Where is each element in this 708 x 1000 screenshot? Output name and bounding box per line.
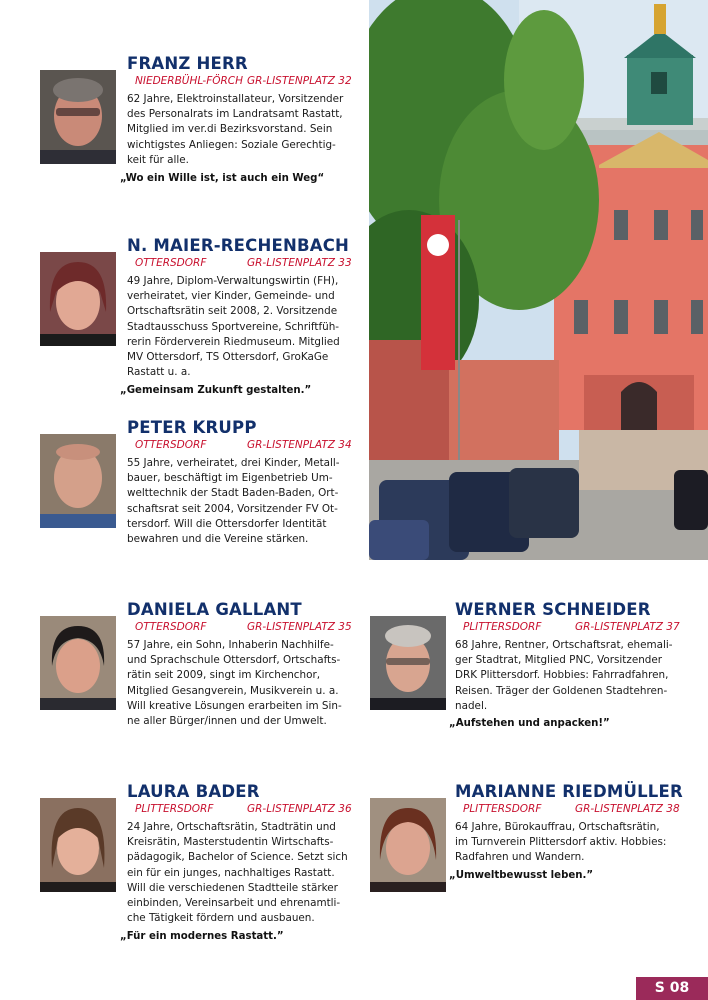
candidate-bio: 55 Jahre, verheiratet, drei Kinder, Metall- bauer, beschäftigt im Eigenbetrieb Um- welttechnik der Stadt Baden-Baden, Ort- schaftsrat seit 2004, Vorsitzender FV Ot- tersdorf. Will die Ottersdorfer Identität bewahren und die Vereine stärken.: [127, 457, 340, 546]
candidate-quote: „Gemeinsam Zukunft gestalten.”: [120, 385, 312, 396]
candidate-name: N. MAIER-RECHENBACH: [127, 236, 350, 255]
candidate-list-position: GR-LISTENPLATZ 34: [247, 439, 352, 451]
candidate-list-position: GR-LISTENPLATZ 35: [247, 621, 352, 633]
candidate-quote: „Aufstehen und anpacken!”: [449, 718, 610, 729]
candidate-bio: 24 Jahre, Ortschaftsrätin, Stadträtin und Kreisrätin, Masterstudentin Wirtschafts- pädagogik, Bachelor of Science. Setzt sich ein für ein junges, nachhaltiges Rastatt. Will die verschiedenen Stadtteile stärker einbinden, Vereinsarbeit und ehrenamtli- che Tätigkeit fördern und ausbauen.: [127, 821, 348, 925]
candidate-quote: „Umweltbewusst leben.”: [449, 870, 594, 881]
candidate-place: OTTERSDORF: [135, 257, 207, 269]
candidate-list-position: GR-LISTENPLATZ 38: [575, 803, 680, 815]
candidate-name: PETER KRUPP: [127, 418, 257, 437]
candidate-list-position: GR-LISTENPLATZ 33: [247, 257, 352, 269]
candidate-name: FRANZ HERR: [127, 54, 248, 73]
hero-photo-castle: [369, 0, 708, 560]
portrait-photo: [40, 252, 116, 346]
candidate-quote: „Wo ein Wille ist, ist auch ein Weg“: [120, 173, 325, 184]
candidate-name: DANIELA GALLANT: [127, 600, 302, 619]
candidate-list-position: GR-LISTENPLATZ 37: [575, 621, 680, 633]
candidate-bio: 57 Jahre, ein Sohn, Inhaberin Nachhilfe- und Sprachschule Ottersdorf, Ortschafts- rätin seit 2009, singt im Kirchenchor, Mitglied Gesangverein, Musikverein u. a. Will kreative Lösungen erarbeiten im Sin- ne aller Bürger/innen und der Umwelt.: [127, 639, 342, 728]
candidate-bio: 49 Jahre, Diplom-Verwaltungswirtin (FH), verheiratet, vier Kinder, Gemeinde- und Ortschaftsrätin seit 2008, 2. Vorsitzende Stadtausschuss Sportvereine, Schriftfüh- rerin Förderverein Riedmuseum. Mitglied MV Ottersdorf, TS Ottersdorf, GroKaGe Rastatt u. a.: [127, 275, 340, 379]
candidate-name: WERNER SCHNEIDER: [455, 600, 651, 619]
candidate-place: OTTERSDORF: [135, 621, 207, 633]
page-number-badge: S 08: [636, 977, 708, 1000]
candidate-place: PLITTERSDORF: [135, 803, 214, 815]
portrait-photo: [40, 434, 116, 528]
candidate-list-position: GR-LISTENPLATZ 32: [247, 75, 352, 87]
candidate-quote: „Für ein modernes Rastatt.”: [120, 931, 284, 942]
candidate-name: LAURA BADER: [127, 782, 260, 801]
candidate-name: MARIANNE RIEDMÜLLER: [455, 782, 683, 801]
portrait-photo: [40, 616, 116, 710]
portrait-photo: [40, 70, 116, 164]
candidate-list-position: GR-LISTENPLATZ 36: [247, 803, 352, 815]
candidate-bio: 62 Jahre, Elektroinstallateur, Vorsitzender des Personalrats im Landratsamt Rastatt, Mitglied im ver.di Bezirksvorstand. Sein wichtigstes Anliegen: Soziale Gerechtig- keit für alle.: [127, 93, 344, 166]
portrait-photo: [40, 798, 116, 892]
candidate-bio: 68 Jahre, Rentner, Ortschaftsrat, ehemali- ger Stadtrat, Mitglied PNC, Vorsitzender DRK Plittersdorf. Hobbies: Fahrradfahren, Reisen. Träger der Goldenen Stadtehren- nadel.: [455, 639, 673, 712]
candidate-bio: 64 Jahre, Bürokauffrau, Ortschaftsrätin, im Turnverein Plittersdorf aktiv. Hobbies: Radfahren und Wandern.: [455, 821, 667, 864]
candidate-place: PLITTERSDORF: [463, 621, 542, 633]
portrait-photo: [370, 616, 446, 710]
candidate-place: PLITTERSDORF: [463, 803, 542, 815]
portrait-photo: [370, 798, 446, 892]
candidate-place: NIEDERBÜHL-FÖRCH: [135, 75, 244, 87]
candidate-place: OTTERSDORF: [135, 439, 207, 451]
castle-illustration: [369, 0, 708, 560]
